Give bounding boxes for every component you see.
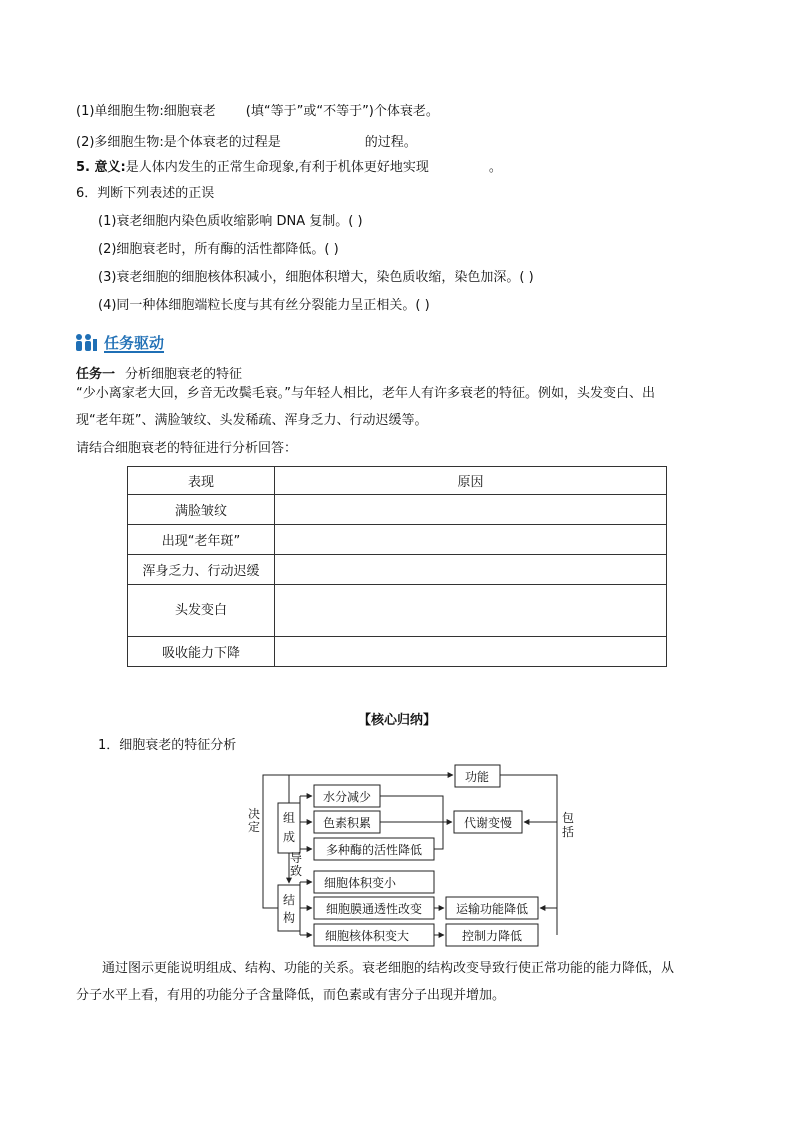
diagram-membrane: 细胞膜通透性改变	[325, 902, 423, 916]
fill-line-2-suffix: 的过程。	[364, 135, 417, 150]
diagram-lead-2: 致	[289, 864, 303, 878]
summary-paragraph	[76, 955, 724, 1009]
judge-item-4: (4)同一种体细胞端粒长度与其有丝分裂能力呈正相关。( )	[98, 298, 430, 313]
quote-line-1: “少小离家老大回，乡音无改鬓毛衰。”与年轻人相比，老年人有许多衰老的特征。例如，头发变白、出	[76, 386, 655, 401]
core-item-1: 1．细胞衰老的特征分析	[98, 738, 237, 753]
meaning-label: 5. 意义:	[76, 160, 126, 175]
table-cell-performance: 浑身乏力、行动迟缓	[128, 555, 275, 585]
table-cell-performance: 吸收能力下降	[128, 637, 275, 667]
diagram-include-1: 包	[561, 811, 575, 825]
table-cell-performance: 满脸皱纹	[128, 495, 275, 525]
diagram-enzyme: 多种酶的活性降低	[325, 843, 423, 857]
diagram-composition-1: 组	[282, 811, 296, 825]
fill-line-2-prefix: (2)多细胞生物:是个体衰老的过程是	[76, 135, 281, 150]
diagram-decide-1: 决	[247, 807, 261, 821]
diagram-include-2: 括	[561, 825, 575, 839]
diagram-nucleus: 细胞核体积变大	[324, 929, 410, 943]
fill-line-1-prefix: (1)单细胞生物:细胞衰老	[76, 104, 216, 119]
diagram-control: 控制力降低	[461, 929, 523, 943]
summary-line-1: 通过图示更能说明组成、结构、功能的关系。衰老细胞的结构改变导致行使正常功能的能力降低，从	[102, 961, 675, 976]
instruction: 请结合细胞衰老的特征进行分析回答：	[76, 441, 298, 456]
table-cell-performance: 出现“老年斑”	[128, 525, 275, 555]
judge-heading: 6．判断下列表述的正误	[76, 186, 215, 201]
fill-line-3-end: 。	[488, 160, 502, 175]
task-title-text: 分析细胞衰老的特征	[125, 367, 243, 382]
summary-line-2: 分子水平上看，有用的功能分子含量降低，而色素或有害分子出现并增加。	[76, 988, 506, 1003]
table-cell-text: 头发变白	[174, 603, 227, 618]
diagram-pigment: 色素积累	[322, 816, 372, 830]
fill-line-1-suffix: (填“等于”或“不等于”)个体衰老。	[245, 104, 439, 119]
diagram-lead-1: 导	[289, 851, 303, 865]
judge-item-2: (2)细胞衰老时，所有酶的活性都降低。( )	[98, 242, 339, 257]
diagram-metabolism: 代谢变慢	[463, 816, 513, 830]
task-title-bold: 任务一	[76, 367, 116, 382]
diagram-structure-1: 结	[282, 893, 296, 907]
fill-line-3-text: 是人体内发生的正常生命现象,有利于机体更好地实现	[125, 160, 429, 175]
core-summary-heading: 【核心归纳】	[357, 713, 436, 728]
diagram-transport: 运输功能降低	[455, 902, 529, 916]
quote-line-2: 现“老年斑”、满脸皱纹、头发稀疏、浑身乏力、行动迟缓等。	[76, 413, 428, 428]
diagram-structure-2: 构	[282, 911, 296, 925]
judge-item-1: (1)衰老细胞内染色质收缩影响 DNA 复制。( )	[98, 214, 363, 229]
table-header-performance: 表现	[128, 467, 275, 495]
diagram-function: 功能	[464, 770, 490, 784]
task-driven-label: 任务驱动	[104, 334, 165, 352]
table-header-reason: 原因	[275, 467, 667, 495]
diagram-water: 水分减少	[322, 790, 372, 804]
diagram-volume: 细胞体积变小	[323, 876, 397, 890]
diagram-composition-2: 成	[282, 830, 296, 844]
diagram-decide-2: 定	[247, 820, 261, 834]
judge-item-3: (3)衰老细胞的细胞核体积减小，细胞体积增大，染色质收缩，染色加深。( )	[98, 270, 534, 285]
